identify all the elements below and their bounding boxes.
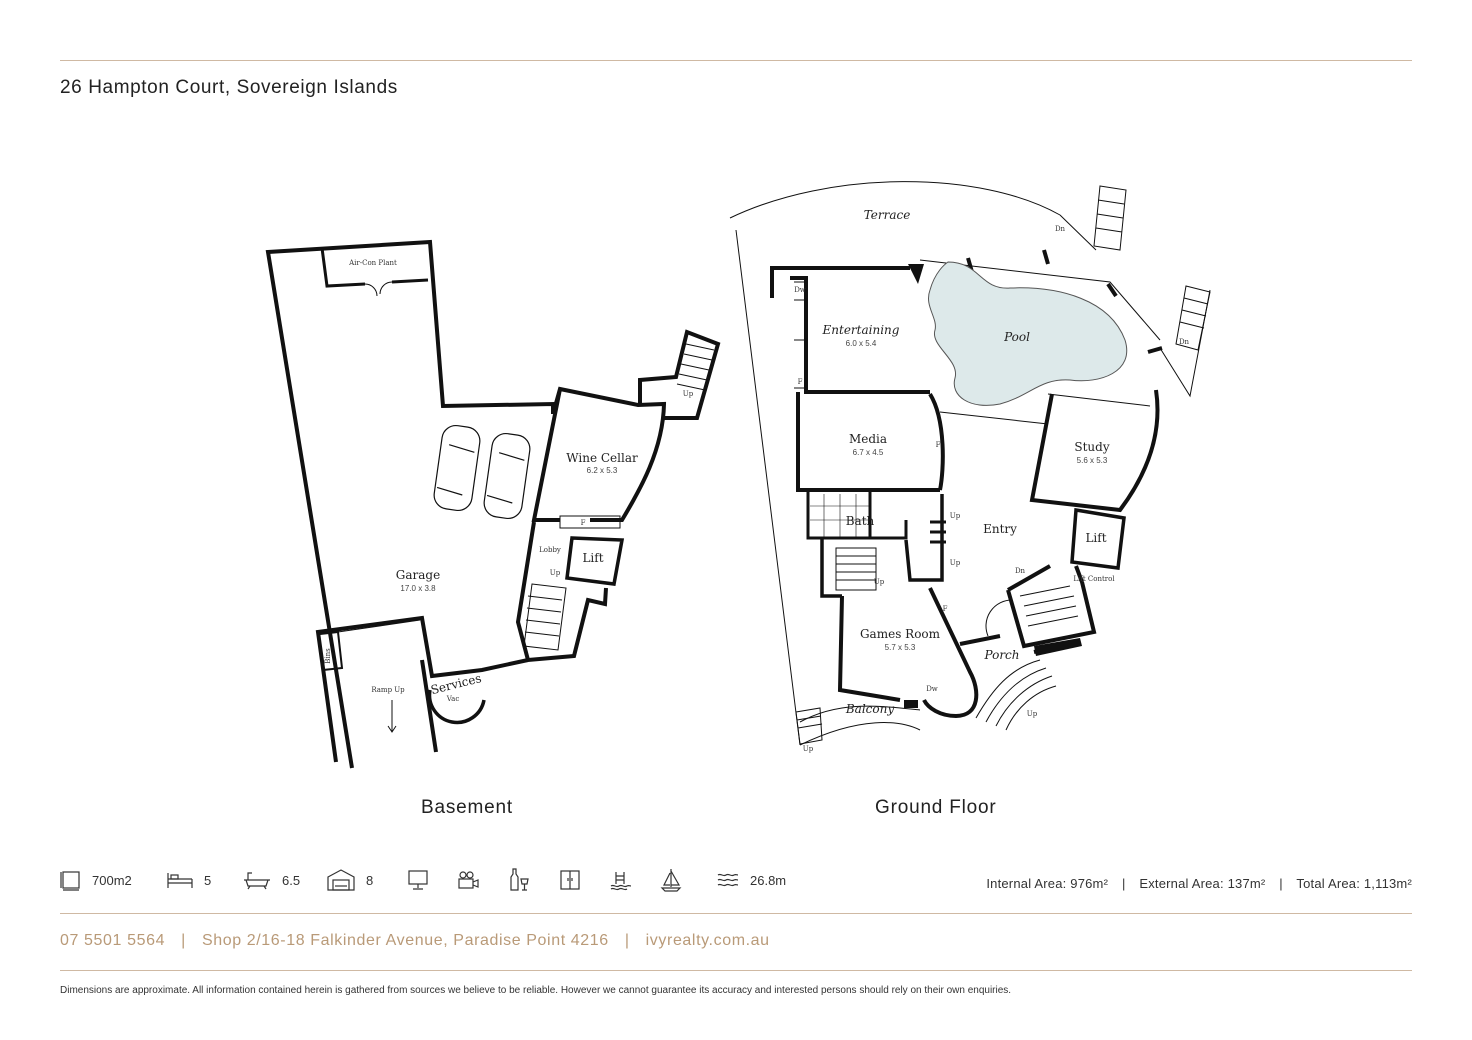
ramp-arrow [388, 700, 396, 732]
study-dims: 5.6 x 5.3 [1076, 456, 1108, 465]
bathrooms [242, 864, 300, 896]
bottom-rule [60, 970, 1412, 971]
entertaining-dims: 6.0 x 5.4 [845, 339, 877, 348]
bed-icon [166, 869, 194, 891]
cellar-fridge-label: F [580, 519, 586, 527]
porch-steps [976, 660, 1056, 730]
dishwasher-label: Dw [794, 286, 806, 294]
services-label: Services [429, 671, 483, 698]
ground-stair-treads [1020, 586, 1078, 626]
media-room-icon [406, 868, 430, 892]
contact-separator: | [624, 932, 630, 949]
kitchen-f-label: F [797, 378, 803, 386]
basement-stair-up-label: Up [682, 390, 694, 398]
media-f-label: F [935, 441, 941, 449]
entry-label: Entry [983, 522, 1017, 536]
area-summary [986, 876, 1412, 891]
terrace-label: Terrace [863, 208, 911, 222]
garage-label: Garage [395, 568, 441, 582]
disclaimer-text: Dimensions are approximate. All information contained herein is gathered from sources we believe to be reliable. However we cannot guarantee its accuracy and interested persons should rely on their own enquiries. [60, 985, 1012, 996]
car-icon-1 [432, 424, 481, 512]
porch-label: Porch [984, 648, 1020, 662]
phone-number[interactable]: 07 5501 5564 [60, 932, 166, 949]
ramp-label: Ramp Up [371, 686, 405, 694]
balcony-label: Balcony [845, 702, 895, 716]
games-room-wall [840, 588, 976, 716]
area-separator: | [1121, 876, 1126, 891]
contact-separator: | [181, 932, 186, 949]
bedrooms-value: 5 [204, 872, 212, 888]
internal-area: Internal Area: 976m² [986, 876, 1109, 891]
video-camera-icon [455, 868, 481, 892]
terrace-down-label: Dn [1054, 225, 1066, 233]
website-link[interactable]: ivyrealty.com.au [645, 932, 770, 949]
car-icon-2 [482, 432, 531, 520]
bins-label: Bins [324, 648, 332, 664]
games-room-label: Games Room [859, 627, 941, 641]
entry-up-label: Up [949, 512, 961, 520]
wine-icon [508, 867, 530, 893]
garage-dims: 17.0 x 3.8 [400, 584, 436, 593]
stairs-up-label: Up [873, 578, 885, 586]
ground-floor-title: Ground Floor [875, 797, 997, 818]
games-f-label: F [942, 605, 948, 613]
wardrobe-icon [558, 868, 582, 892]
games-room-dims: 5.7 x 5.3 [884, 643, 916, 652]
water-frontage [716, 864, 786, 896]
pool-down-label: Dn [1178, 338, 1190, 346]
ground-lift-label: Lift [1085, 531, 1107, 545]
bath-label: Bath [845, 514, 875, 528]
basement-lift-label: Lift [582, 551, 604, 565]
car-spaces-value: 8 [366, 872, 374, 888]
media-label: Media [848, 432, 888, 446]
entertaining-corner [908, 264, 924, 284]
lift-control-label: Lift Control [1073, 575, 1115, 583]
property-address: 26 Hampton Court, Sovereign Islands [60, 77, 398, 98]
bathrooms-value: 6.5 [282, 872, 301, 888]
entry-stairs [836, 548, 876, 590]
aircon-door [365, 282, 392, 296]
land-value: 700m2 [92, 872, 132, 888]
bath-icon [242, 869, 272, 891]
games-dishwasher-label: Dw [926, 685, 938, 693]
pool-icon [609, 868, 633, 892]
entry-door-arc [986, 600, 1012, 636]
entertaining-label: Entertaining [822, 323, 900, 337]
basement-title: Basement [421, 797, 513, 818]
land-size [60, 864, 132, 896]
lobby-label: Lobby [539, 546, 561, 554]
wine-cellar-label: Wine Cellar [566, 451, 638, 465]
garage-icon [326, 868, 356, 892]
porch-up-label: Up [1026, 710, 1038, 718]
water-frontage-icon [716, 870, 740, 890]
mid-rule [60, 913, 1412, 914]
aircon-label: Air-Con Plant [349, 259, 397, 267]
external-area: External Area: 137m² [1139, 876, 1266, 891]
ground-floor-plan [730, 182, 1210, 745]
media-dims: 6.7 x 4.5 [852, 448, 884, 457]
balcony-step [904, 700, 918, 708]
wine-cellar-dims: 6.2 x 5.3 [586, 466, 618, 475]
balcony-up-label: Up [802, 745, 814, 753]
bedrooms [166, 864, 211, 896]
total-area: Total Area: 1,113m² [1296, 876, 1412, 891]
basement-plan [268, 242, 718, 768]
car-spaces [326, 864, 373, 896]
aircon-room-wall [322, 248, 428, 286]
basement-stairs [524, 584, 566, 650]
garage-outer-wall [268, 242, 553, 768]
land-area-icon [60, 869, 82, 891]
office-address: Shop 2/16-18 Falkinder Avenue, Paradise Point 4216 [201, 932, 609, 949]
boat-icon [659, 867, 683, 893]
entry-up-2-label: Up [949, 559, 961, 567]
basement-up-label: Up [549, 569, 561, 577]
water-frontage-value: 26.8m [750, 872, 787, 888]
contact-line [60, 932, 770, 950]
stair-down-label: Dn [1014, 567, 1026, 575]
pool-label: Pool [1004, 330, 1030, 344]
area-separator: | [1279, 876, 1283, 891]
vac-label: Vac [446, 695, 460, 703]
study-label: Study [1074, 440, 1110, 454]
basement-labels [324, 259, 694, 703]
